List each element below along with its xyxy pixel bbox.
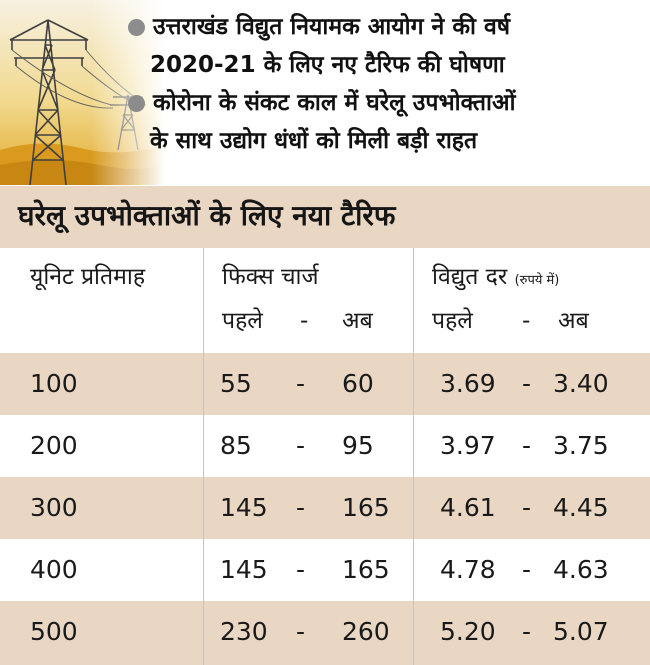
bullet-item-continued xyxy=(150,46,643,84)
cell-dash: - xyxy=(522,369,532,398)
cell-rate-before: 3.97 xyxy=(440,431,496,460)
table-row xyxy=(0,539,650,601)
title-band xyxy=(0,186,650,248)
table-row xyxy=(0,415,650,477)
cell-unit: 100 xyxy=(30,369,78,398)
header-unit: यूनिट प्रतिमाह xyxy=(30,264,146,290)
cell-dash: - xyxy=(296,369,306,398)
header xyxy=(0,0,650,185)
bullet-item xyxy=(128,84,643,122)
cell-fixed-after: 165 xyxy=(342,555,390,584)
header-fixed-dash: - xyxy=(300,308,309,334)
header-rate-before: पहले xyxy=(432,308,473,334)
cell-fixed-before: 85 xyxy=(220,431,252,460)
cell-fixed-before: 230 xyxy=(220,617,268,646)
table-row xyxy=(0,601,650,665)
cell-rate-after: 5.07 xyxy=(553,617,609,646)
cell-dash: - xyxy=(522,431,532,460)
table-title: घरेलू उपभोक्ताओं के लिए नया टैरिफ xyxy=(18,199,396,232)
bullet-text: उत्तराखंड विद्युत नियामक आयोग ने की वर्ष xyxy=(153,14,511,40)
header-rate-after: अब xyxy=(558,308,589,334)
cell-rate-after: 3.40 xyxy=(553,369,609,398)
cell-unit: 300 xyxy=(30,493,78,522)
cell-rate-after: 4.63 xyxy=(553,555,609,584)
header-rate-dash: - xyxy=(522,308,531,334)
bullet-text: कोरोना के संकट काल में घरेलू उपभोक्ताओं xyxy=(153,90,516,116)
cell-rate-before: 4.61 xyxy=(440,493,496,522)
cell-fixed-after: 95 xyxy=(342,431,374,460)
cell-rate-after: 4.45 xyxy=(553,493,609,522)
cell-unit: 500 xyxy=(30,617,78,646)
header-rate-label: विद्युत दर xyxy=(432,264,508,290)
cell-dash: - xyxy=(296,431,306,460)
cell-dash: - xyxy=(296,493,306,522)
cell-dash: - xyxy=(522,555,532,584)
cell-rate-before: 4.78 xyxy=(440,555,496,584)
cell-fixed-after: 165 xyxy=(342,493,390,522)
cell-fixed-after: 260 xyxy=(342,617,390,646)
header-fixed-charge: फिक्स चार्ज xyxy=(222,264,319,290)
cell-dash: - xyxy=(522,617,532,646)
column-divider xyxy=(413,248,414,665)
column-divider xyxy=(203,248,204,665)
bullet-dot-icon xyxy=(128,95,145,112)
cell-rate-before: 3.69 xyxy=(440,369,496,398)
bullet-item-continued xyxy=(150,122,643,160)
header-rate-unit: (रुपये में) xyxy=(514,273,560,288)
cell-unit: 200 xyxy=(30,431,78,460)
cell-rate-after: 3.75 xyxy=(553,431,609,460)
cell-fixed-before: 55 xyxy=(220,369,252,398)
header-rate xyxy=(432,260,559,298)
bullet-dot-icon xyxy=(128,19,145,36)
cell-fixed-before: 145 xyxy=(220,493,268,522)
cell-fixed-before: 145 xyxy=(220,555,268,584)
cell-unit: 400 xyxy=(30,555,78,584)
table-header xyxy=(0,248,650,353)
cell-rate-before: 5.20 xyxy=(440,617,496,646)
cell-fixed-after: 60 xyxy=(342,369,374,398)
bullet-text: 2020-21 के लिए नए टैरिफ की घोषणा xyxy=(150,52,505,78)
bullet-list xyxy=(128,8,643,160)
table-row xyxy=(0,353,650,415)
bullet-text: के साथ उद्योग धंधों को मिली बड़ी राहत xyxy=(150,128,478,154)
bullet-item xyxy=(128,8,643,46)
header-fixed-after: अब xyxy=(342,308,373,334)
cell-dash: - xyxy=(296,555,306,584)
cell-dash: - xyxy=(522,493,532,522)
table-row xyxy=(0,477,650,539)
cell-dash: - xyxy=(296,617,306,646)
tariff-table xyxy=(0,248,650,665)
header-fixed-before: पहले xyxy=(222,308,263,334)
